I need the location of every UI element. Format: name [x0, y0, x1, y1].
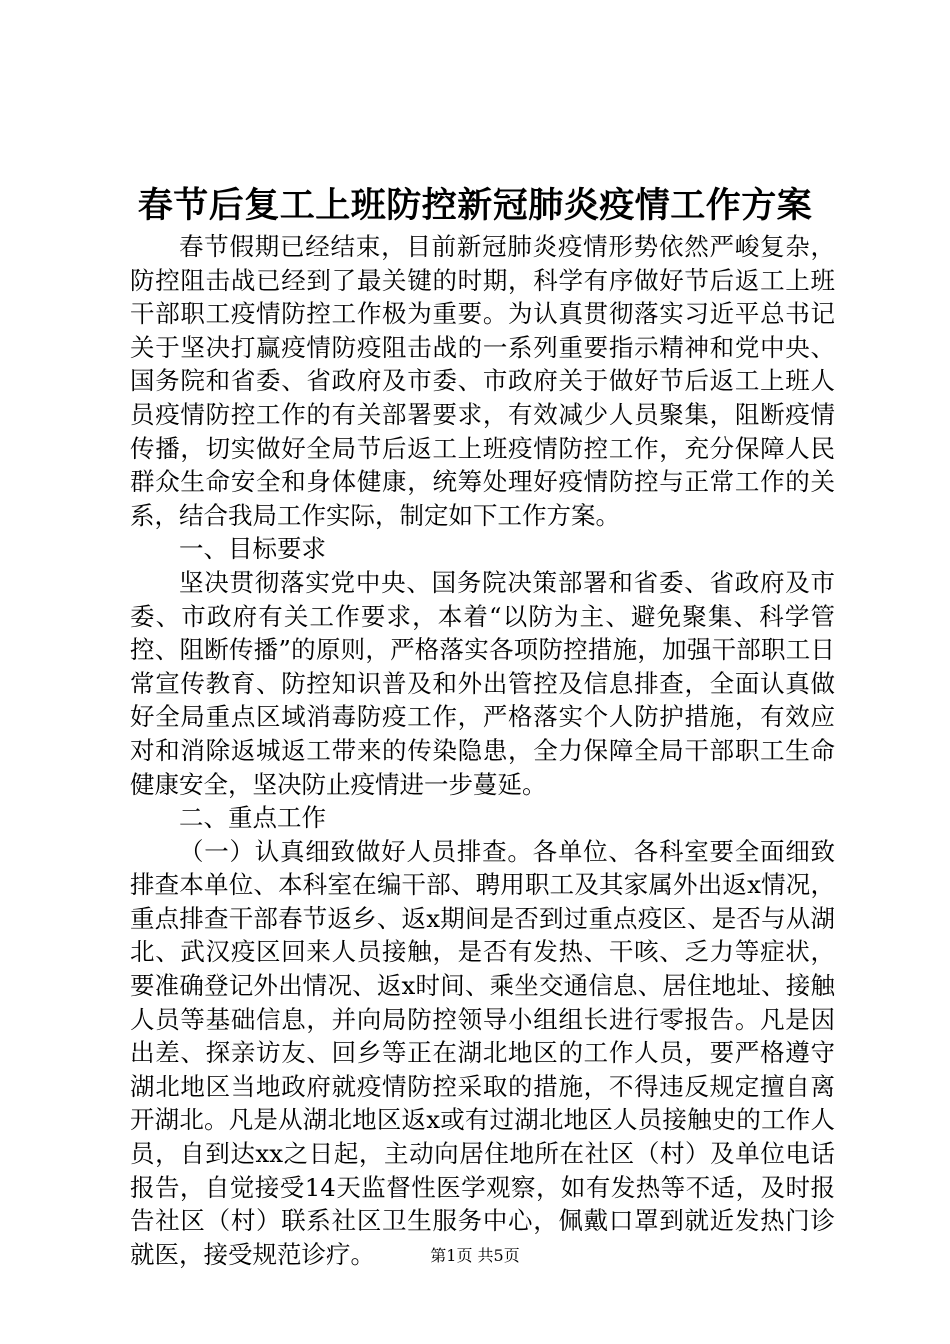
section-heading-goals: 一、目标要求 — [179, 534, 326, 564]
page-number-footer: 第1页 共5页 — [430, 1246, 520, 1265]
document-body — [130, 230, 835, 1271]
section-heading-key-work: 二、重点工作 — [179, 803, 326, 833]
intro-paragraph: 春节假期已经结束，目前新冠肺炎疫情形势依然严峻复杂，防控阻击战已经到了最关键的时期，科学有序做好节后返工上班干部职工疫情防控工作极为重要。为认真贯彻落实习近平总书记关于坚决打赢疫情防疫阻击战的一系列重要指示精神和党中央、国务院和省委、省政府及市委、市政府关于做好节后返工上班人员疫情防控工作的有关部署要求，有效减少人员聚集，阻断疫情传播，切实做好全局节后返工上班疫情防控工作，充分保障人民群众生命安全和身体健康，统筹处理好疫情防控与正常工作的关系，结合我局工作实际，制定如下工作方案。 — [130, 232, 835, 530]
goals-paragraph: 坚决贯彻落实党中央、国务院决策部署和省委、省政府及市委、市政府有关工作要求，本着“以防为主、避免聚集、科学管控、阻断传播”的原则，严格落实各项防控措施，加强干部职工日常宣传教育、防控知识普及和外出管控及信息排查，全面认真做好全局重点区域消毒防疫工作，严格落实个人防护措施，有效应对和消除返城返工带来的传染隐患，全力保障全局干部职工生命健康安全，坚决防止疫情进一步蔓延。 — [130, 567, 835, 799]
key-work-paragraph-1: （一）认真细致做好人员排查。各单位、各科室要全面细致排查本单位、本科室在编干部、聘用职工及其家属外出返x情况，重点排查干部春节返乡、返x期间是否到过重点疫区、是否与从湖北、武汉疫区回来人员接触，是否有发热、干咳、乏力等症状，要准确登记外出情况、返x时间、乘坐交通信息、居住地址、接触人员等基础信息，并向局防控领导小组组长进行零报告。凡是因出差、探亲访友、回乡等正在湖北地区的工作人员，要严格遵守湖北地区当地政府就疫情防控采取的措施，不得违反规定擅自离开湖北。凡是从湖北地区返x或有过湖北地区人员接触史的工作人员，自到达xx之日起，主动向居住地所在社区（村）及单位电话报告，自觉接受14天监督性医学观察，如有发热等不适，及时报告社区（村）联系社区卫生服务中心，佩戴口罩到就近发热门诊就医，接受规范诊疗。 — [130, 836, 835, 1269]
document-title: 春节后复工上班防控新冠肺炎疫情工作方案 — [137, 185, 813, 226]
